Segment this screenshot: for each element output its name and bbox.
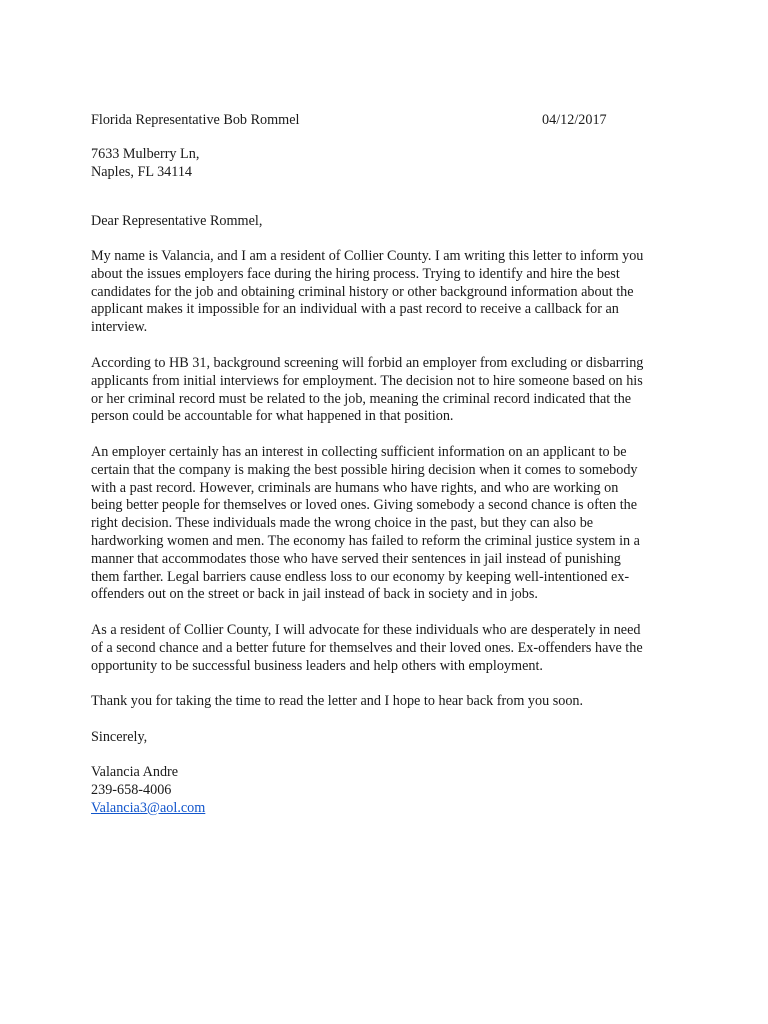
paragraph-line: My name is Valancia, and I am a resident of Collier County. I am writing this letter to inform you xyxy=(91,248,644,264)
paragraph-hb31 xyxy=(91,355,691,426)
paragraph-line: of a second chance and a better future for themselves and their loved ones. Ex-offenders have the xyxy=(91,639,643,656)
paragraph-line: According to HB 31, background screening will forbid an employer from excluding or disbarring xyxy=(91,355,644,371)
paragraph-line: or her criminal record must be related to the job, meaning the criminal record indicated that the xyxy=(91,390,632,407)
paragraph-line: right decision. These individuals made the wrong choice in the past, but they can also be xyxy=(91,515,594,532)
paragraph-line: hardworking women and men. The economy has failed to reform the criminal justice system in a xyxy=(91,532,640,549)
paragraph-line: An employer certainly has an interest in collecting sufficient information on an applicant to be xyxy=(91,444,627,460)
paragraph-line: opportunity to be successful business leaders and help others with employment. xyxy=(91,657,543,674)
signature-name: Valancia Andre xyxy=(91,764,179,780)
paragraph-line: person could be accountable for what happened in that position. xyxy=(91,408,454,425)
paragraph-line: As a resident of Collier County, I will advocate for these individuals who are desperately in need xyxy=(91,622,641,638)
paragraph-line: certain that the company is making the best possible hiring decision when it comes to somebody xyxy=(91,461,638,478)
paragraph-line: offenders out on the street or back in jail instead of back in society and in jobs. xyxy=(91,586,538,603)
paragraph-line: candidates for the job and obtaining criminal history or other background information about the xyxy=(91,283,634,300)
closing: Sincerely, xyxy=(91,729,148,745)
signature-email-link[interactable]: Valancia3@aol.com xyxy=(91,799,206,816)
address-line: 7633 Mulberry Ln, xyxy=(91,146,200,162)
address-line: Naples, FL 34114 xyxy=(91,163,193,180)
paragraph-thanks xyxy=(91,693,691,711)
paragraph-line: with a past record. However, criminals are humans who have rights, and who are working on xyxy=(91,479,619,496)
paragraph-advocate xyxy=(91,622,691,675)
signature-block xyxy=(91,764,691,817)
paragraph-line: Thank you for taking the time to read the letter and I hope to hear back from you soon. xyxy=(91,693,584,709)
letter-date: 04/12/2017 xyxy=(542,112,607,128)
paragraph-line: applicants from initial interviews for employment. The decision not to hire someone based on his xyxy=(91,372,643,389)
paragraph-intro xyxy=(91,248,691,337)
paragraph-line: them farther. Legal barriers cause endless loss to our economy by keeping well-intentioned ex- xyxy=(91,568,630,585)
paragraph-line: applicant makes it impossible for an individual with a past record to receive a callback for an xyxy=(91,301,619,318)
paragraph-line: manner that accommodates those who have served their sentences in jail instead of punishing xyxy=(91,550,621,567)
recipient-name: Florida Representative Bob Rommel xyxy=(91,112,300,128)
signature-phone: 239-658-4006 xyxy=(91,781,172,798)
salutation: Dear Representative Rommel, xyxy=(91,213,263,229)
paragraph-line: being better people for themselves or loved ones. Giving somebody a second chance is often the xyxy=(91,497,638,514)
paragraph-line: about the issues employers face during the hiring process. Trying to identify and hire the best xyxy=(91,265,620,282)
recipient-address xyxy=(91,146,691,182)
paragraph-line: interview. xyxy=(91,319,148,336)
paragraph-employer xyxy=(91,444,691,604)
